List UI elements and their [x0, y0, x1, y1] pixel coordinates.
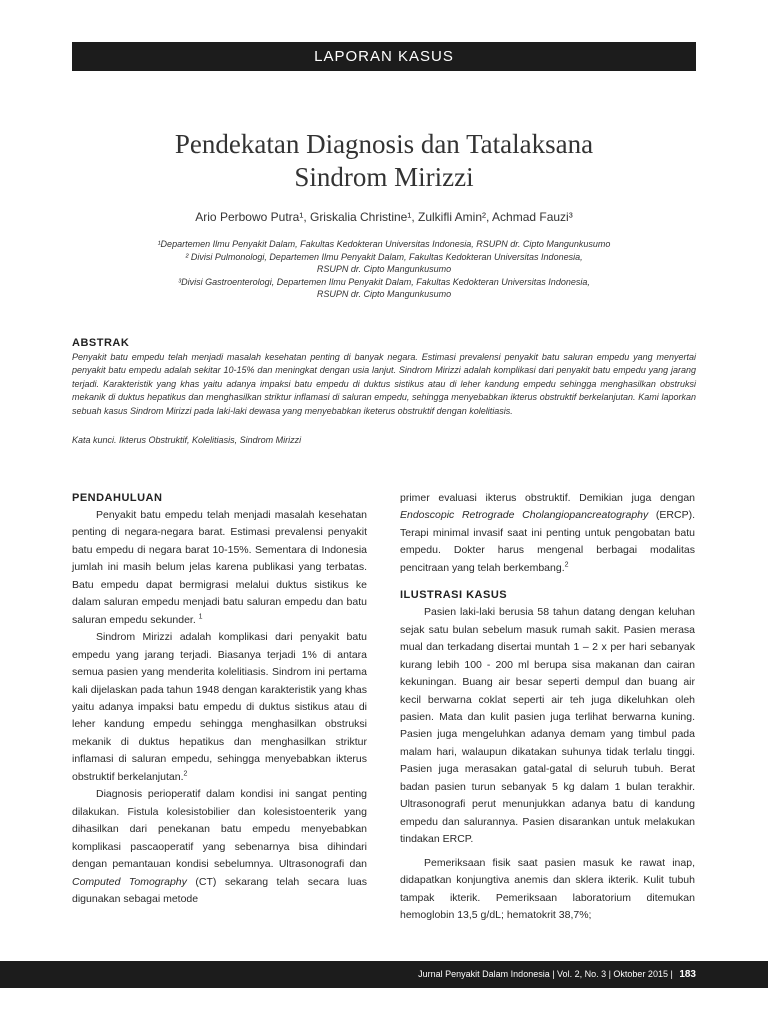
citation: 1 — [198, 613, 203, 621]
paragraph-text: (ERCP). Terapi minimal invasif saat ini penting untuk pengobatan batu empedu. Dokter harus mengenal berbagai modalitas pencitraan yang telah berkembang. — [400, 509, 695, 574]
page-footer — [0, 961, 768, 988]
abstract-heading: ABSTRAK — [72, 337, 130, 349]
affiliation-line: RSUPN dr. Cipto Mangunkusumo — [316, 289, 452, 299]
affiliation-line: ³Divisi Gastroenterologi, Departemen Ilmu Penyakit Dalam, Fakultas Kedokteran Universitas Indonesia, — [178, 276, 590, 287]
paragraph — [72, 507, 367, 629]
paragraph-text: Pemeriksaan fisik saat pasien masuk ke rawat inap, didapatkan konjungtiva anemis dan sklera ikterik. Kulit tubuh tampak ikterik. Pemeriksaan laboratorium ditemukan hemoglobin 13,5 g/dL; hematokrit 38,7%; — [400, 856, 695, 921]
paragraph — [72, 629, 367, 786]
paragraph — [72, 786, 367, 908]
paragraph — [400, 490, 695, 577]
article-type-banner: LAPORAN KASUS — [72, 42, 696, 71]
journal-info — [418, 961, 696, 988]
paragraph-text: Diagnosis perioperatif dalam kondisi ini sangat penting dilakukan. Fistula kolesistobilier dan kolesistoenterik yang dihasilkan dari penekanan batu empedu menyebabkan komplikasi pascaoperatif yang sebenarnya bisa dihindari dengan pemantauan kondisi sebelumnya. Ultrasonografi dan — [72, 788, 367, 871]
citation: 2 — [564, 561, 569, 569]
section-heading-ilustrasi-kasus: ILUSTRASI KASUS — [400, 589, 508, 602]
page-number: 183 — [679, 969, 696, 980]
section-heading-pendahuluan: PENDAHULUAN — [72, 492, 163, 504]
paragraph-text: (CT) sekarang telah secara luas digunakan sebagai metode — [72, 875, 367, 905]
left-column — [72, 490, 367, 908]
citation: 2 — [183, 770, 188, 778]
affiliations — [100, 238, 668, 301]
italic-term: Computed Tomography — [72, 875, 187, 888]
paragraph-text: Pasien laki-laki berusia 58 tahun datang dengan keluhan sejak satu bulan sebelum masuk rumah sakit. Pasien merasa mual dan terkadang disertai muntah 1 – 2 x per hari sebanyak kurang lebih 100 - 200 ml berupa sisa makanan dan cairan kekuningan. Buang air besar seperti dempul dan buang air kecil berwarna coklat seperti air teh juga dikeluhkan oleh pasien. Mata dan kulit pasien juga terlihat berwarna kuning. Pasien juga mengeluhkan adanya demam yang timbul pada malam hari, walaupun dikatakan suhunya tidak terlalu tinggi. Pasien juga merasakan gatal-gatal di seluruh tubuh. Berat badan pasien turun sebanyak 5 kg dalam 1 bulan terakhir. Ultrasonografi perut menunjukkan adanya batu di kandung empedu dan salurannya. Pasien disarankan untuk melakukan tindakan ERCP. — [400, 606, 695, 846]
article-title — [72, 128, 696, 194]
affiliation-line: RSUPN dr. Cipto Mangunkusumo — [316, 264, 452, 274]
paragraph-text: Penyakit batu empedu telah menjadi masalah kesehatan penting di negara-negara barat. Estimasi prevalensi penyakit batu empedu di negara barat 10-15%. Sementara di Indonesia jumlah ini masih belum jelas karena publikasi yang terbatas. Batu empedu dapat bermigrasi melalui duktus sistikus ke dalam saluran empedu menjadi batu saluran empedu dan batu saluran empedu sekunder. — [72, 509, 367, 626]
title-line-1: Pendekatan Diagnosis dan Tatalaksana — [174, 129, 594, 159]
keywords: Kata kunci. Ikterus Obstruktif, Kolelitiasis, Sindrom Mirizzi — [72, 435, 302, 445]
italic-term: Endoscopic Retrograde Cholangiopancreatography — [400, 509, 649, 522]
paragraph-text: Sindrom Mirizzi adalah komplikasi dari penyakit batu empedu yang jarang terjadi. Biasanya terjadi 1% di antara semua pasien yang menderita kolelitiasis. Sindrom ini pertama kali dijelaskan pada tahun 1948 dengan karakteristik yang khas yaitu adanya impaksi batu empedu di duktus sistikus atau di leher kandung empedu sehingga menghasilkan obstruksi mekanik di duktus hepatikus dan menghasilkan striktur inflamasi di saluran empedu, sehingga menyebabkan ikterus obstruktif berkelanjutan. — [72, 631, 367, 783]
affiliation-line: ¹Departemen Ilmu Penyakit Dalam, Fakultas Kedokteran Universitas Indonesia, RSUPN dr. Cipto Mangunkusumo — [157, 239, 611, 249]
paragraph — [400, 604, 695, 848]
abstract-text: Penyakit batu empedu telah menjadi masalah kesehatan penting di banyak negara. Estimasi prevalensi penyakit batu saluran empedu yang menyertai penyakit batu empedu adalah sekitar 10-15% dan meningkat dengan usia lanjut. Sindrom Mirizzi adalah komplikasi dari penyakit batu empedu yang jarang terjadi. Karakteristik yang khas yaitu adanya impaksi batu empedu di duktus sistikus atau di leher kandung empedu sehingga menghasilkan obstruksi mekanik di duktus hepatikus dan menghasilkan striktur inflamasi di saluran empedu, sehingga menyebabkan ikterus obstruktif berkelanjutan. Kami laporkan sebuah kasus Sindrom Mirizzi pada laki-laki dewasa yang menyebabkan iketerus obstruktif dengan kolelitiasis. — [72, 352, 696, 416]
journal-citation: Jurnal Penyakit Dalam Indonesia | Vol. 2, No. 3 | Oktober 2015 | — [418, 969, 673, 979]
author-list: Ario Perbowo Putra¹, Griskalia Christine¹, Zulkifli Amin², Achmad Fauzi³ — [195, 210, 573, 224]
right-column — [400, 490, 695, 924]
title-line-2: Sindrom Mirizzi — [294, 162, 474, 192]
paragraph — [400, 855, 695, 925]
paragraph-text: primer evaluasi ikterus obstruktif. Demikian juga dengan — [400, 492, 695, 504]
affiliation-line: ² Divisi Pulmonologi, Departemen Ilmu Penyakit Dalam, Fakultas Kedokteran Universitas Indonesia, — [185, 251, 583, 262]
